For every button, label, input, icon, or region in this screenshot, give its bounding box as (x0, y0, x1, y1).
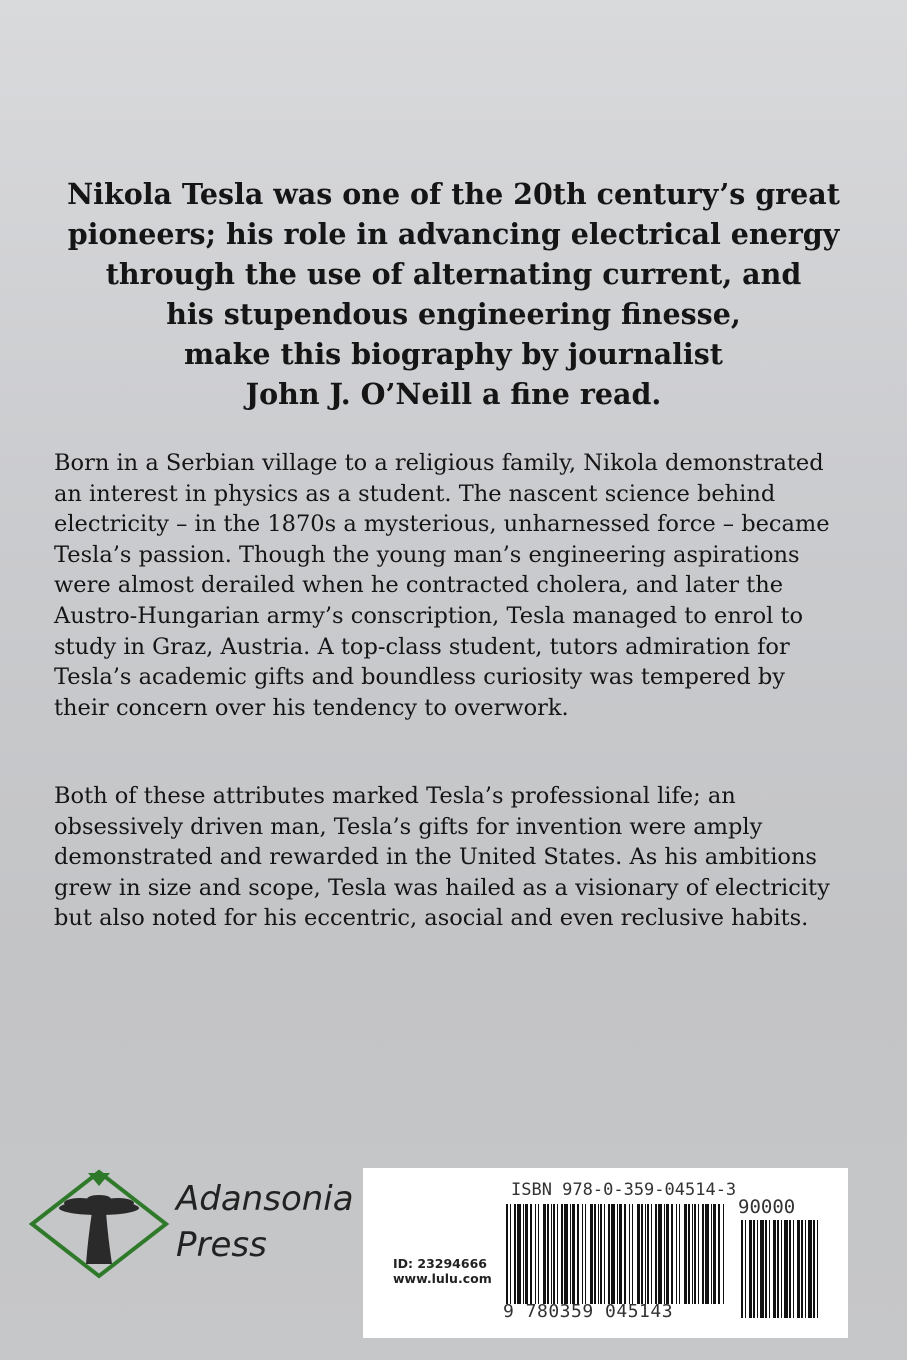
barcode-bar (570, 1204, 571, 1304)
barcode-bar (692, 1204, 693, 1304)
description-paragraph-2 (54, 781, 874, 934)
barcode-bar (711, 1204, 712, 1304)
barcode-bar (557, 1204, 558, 1304)
publisher-line-2: Press (176, 1225, 267, 1265)
barcode-bar (651, 1204, 652, 1304)
barcode-bar (741, 1220, 743, 1318)
publisher-line-1: Adansonia (176, 1179, 354, 1219)
barcode-bar (598, 1204, 599, 1304)
barcode-bar (637, 1204, 640, 1304)
paragraph-line: were almost derailed when he contracted cholera, and later the (54, 572, 784, 599)
barcode-bar (538, 1204, 539, 1304)
barcode-bar (745, 1220, 746, 1318)
barcode-bar (789, 1220, 791, 1318)
barcode-bar (676, 1204, 677, 1304)
barcode-bar (666, 1204, 669, 1304)
barcode-bar (510, 1204, 511, 1304)
barcode-bar (547, 1204, 549, 1304)
barcode-bar (723, 1204, 724, 1304)
blurb-line: Nikola Tesla was one of the 20th century’s great (67, 177, 840, 211)
barcode-bar (702, 1204, 704, 1304)
isbn-barcode (506, 1204, 726, 1304)
barcode-bar (604, 1204, 605, 1304)
barcode-bar (655, 1204, 657, 1304)
barcode-bar (594, 1204, 596, 1304)
barcode-bar (801, 1220, 803, 1318)
barcode-bar (658, 1204, 662, 1304)
barcode-bar (694, 1204, 696, 1304)
barcode-bar (664, 1204, 665, 1304)
paragraph-line: Austro-Hungarian army’s conscription, Tesla managed to enrol to (54, 602, 804, 629)
back-cover-blurb (60, 174, 847, 414)
blurb-line: his stupendous engineering finesse, (166, 297, 741, 331)
barcode-bar (713, 1204, 716, 1304)
barcode-bar (671, 1204, 673, 1304)
barcode-bar (564, 1204, 568, 1304)
barcode-bar (506, 1204, 508, 1304)
barcode-bar (773, 1220, 776, 1318)
barcode-bar (813, 1220, 815, 1318)
paragraph-line: electricity – in the 1870s a mysterious, unharnessed force – became (54, 511, 830, 538)
barcode-bar (784, 1220, 788, 1318)
publisher-name (176, 1176, 354, 1268)
barcode-bar (777, 1220, 779, 1318)
barcode-bar (781, 1220, 782, 1318)
price-code: 90000 (738, 1196, 796, 1218)
barcode-panel (363, 1168, 848, 1338)
paragraph-line: grew in size and scope, Tesla was hailed as a visionary of electricity (54, 874, 830, 901)
barcode-bar (769, 1220, 770, 1318)
paragraph-line: their concern over his tendency to overwork. (54, 694, 569, 721)
barcode-bar (632, 1204, 633, 1304)
barcode-bar (582, 1204, 583, 1304)
barcode-bar (760, 1220, 764, 1318)
barcode-bar (808, 1220, 812, 1318)
paragraph-line: Tesla’s academic gifts and boundless curiosity was tempered by (54, 664, 785, 691)
barcode-bar (718, 1204, 720, 1304)
barcode-bar (793, 1220, 794, 1318)
lulu-url: www.lulu.com (393, 1271, 492, 1286)
barcode-bar (641, 1204, 643, 1304)
isbn-label: ISBN 978-0-359-04514-3 (511, 1180, 737, 1200)
barcode-bar (749, 1220, 752, 1318)
barcode-bar (553, 1204, 555, 1304)
paragraph-line: study in Graz, Austria. A top-class student, tutors admiration for (54, 633, 790, 660)
paragraph-line: Born in a Serbian village to a religious family, Nikola demonstrated (54, 450, 824, 476)
blurb-line: through the use of alternating current, and (105, 257, 802, 291)
barcode-bar (535, 1204, 536, 1304)
barcode-bar (753, 1220, 755, 1318)
price-barcode (741, 1220, 821, 1318)
barcode-bar (805, 1220, 806, 1318)
paragraph-line: Both of these attributes marked Tesla’s professional life; an (54, 783, 736, 809)
barcode-bar (585, 1204, 586, 1304)
barcode-bar (514, 1204, 516, 1304)
blurb-line: make this biography by journalist (184, 337, 723, 371)
blurb-line: John J. O’Neill a fine read. (245, 377, 662, 411)
barcode-bar (817, 1220, 818, 1318)
description-paragraph-1 (54, 448, 874, 723)
paragraph-line: Tesla’s passion. Though the young man’s engineering aspirations (54, 541, 800, 568)
barcode-bar (765, 1220, 767, 1318)
baobab-tree-icon (28, 1168, 170, 1280)
barcode-bar (600, 1204, 602, 1304)
barcode-bar (679, 1204, 680, 1304)
barcode-bar (647, 1204, 649, 1304)
barcode-bar (645, 1204, 646, 1304)
barcode-bar (608, 1204, 610, 1304)
barcode-bar (619, 1204, 622, 1304)
barcode-bar (517, 1204, 521, 1304)
paragraph-line: demonstrated and rewarded in the United States. As his ambitions (54, 844, 817, 871)
barcode-bar (561, 1204, 563, 1304)
barcode-bar (572, 1204, 575, 1304)
barcode-bar (684, 1204, 687, 1304)
barcode-bar (530, 1204, 532, 1304)
barcode-bar (525, 1204, 528, 1304)
blurb-line: pioneers; his role in advancing electrical energy (67, 217, 840, 251)
paragraph-line: obsessively driven man, Tesla’s gifts for invention were amply (54, 813, 763, 840)
barcode-bar (624, 1204, 626, 1304)
lulu-id: ID: 23294666 (393, 1256, 487, 1271)
barcode-bar (688, 1204, 690, 1304)
barcode-bar (551, 1204, 552, 1304)
paragraph-line: an interest in physics as a student. The nascent science behind (54, 480, 776, 507)
barcode-bar (698, 1204, 699, 1304)
barcode-bar (797, 1220, 800, 1318)
barcode-bar (705, 1204, 709, 1304)
barcode-bar (757, 1220, 758, 1318)
barcode-bar (611, 1204, 615, 1304)
barcode-bar (523, 1204, 524, 1304)
barcode-bar (543, 1204, 546, 1304)
barcode-bar (617, 1204, 618, 1304)
barcode-digits: 9 780359 045143 (503, 1301, 674, 1322)
paragraph-line: but also noted for his eccentric, asocial and even reclusive habits. (54, 905, 809, 932)
barcode-bar (590, 1204, 593, 1304)
barcode-bar (629, 1204, 630, 1304)
barcode-bar (577, 1204, 579, 1304)
